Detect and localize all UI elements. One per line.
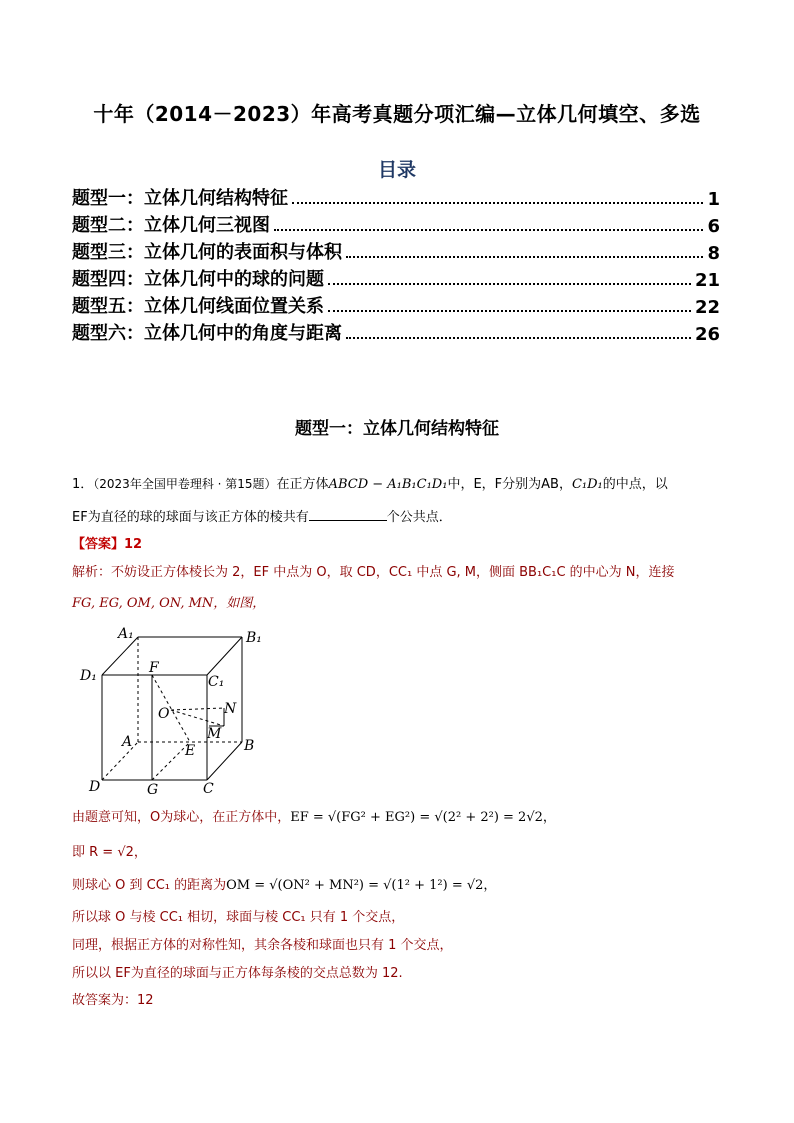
toc-heading: 目录: [377, 159, 416, 181]
toc-leader-dots: [328, 310, 691, 312]
problem-number: 1．: [72, 477, 94, 492]
answer-line: [72, 535, 142, 555]
solution-text: 则球心 O 到 CC₁ 的距离为: [72, 878, 227, 893]
solution-text: 故答案为：12: [72, 993, 154, 1008]
solution-line-2: [72, 594, 265, 614]
toc-entry[interactable]: [72, 184, 720, 210]
toc-leader-dots: [346, 337, 691, 339]
segment-ON: [171, 708, 224, 710]
problem-line-2: [72, 506, 452, 528]
solution-line-8: [72, 964, 403, 984]
problem-line-1: [72, 474, 668, 495]
segment-name: C₁D₁: [571, 477, 603, 492]
problem-text: EF为直径的球的球面与该正方体的棱共有: [72, 510, 309, 525]
solution-line-5: [72, 876, 496, 896]
label-B: B: [244, 738, 255, 754]
segment-OM: [171, 710, 224, 726]
section-title: 题型一：立体几何结构特征: [295, 419, 499, 439]
label-A: A: [122, 734, 133, 750]
label-C: C: [203, 781, 214, 797]
solution-line-9: [72, 991, 154, 1011]
label-B1: B₁: [246, 630, 262, 646]
answer-blank: [309, 506, 387, 521]
label-F: F: [149, 660, 159, 676]
solution-text: 同理，根据正方体的对称性知，其余各棱和球面也只有 1 个交点，: [72, 938, 453, 953]
answer-label: 【答案】: [72, 537, 125, 552]
solution-line-1: [72, 563, 675, 583]
toc-leader-dots: [274, 229, 703, 231]
document-title: 十年（2014－2023）年高考真题分项汇编—立体几何填空、多选: [93, 102, 701, 126]
solution-line-3: [72, 808, 556, 828]
toc-entry[interactable]: [72, 319, 720, 345]
label-D: D: [89, 779, 101, 795]
toc-entry-page: 8: [707, 243, 720, 264]
edge-CB: [207, 742, 242, 780]
problem-text: 中，E，F分别为AB，: [447, 477, 572, 492]
cube-figure: [72, 620, 272, 798]
label-G: G: [147, 782, 159, 798]
solution-line-4: [72, 843, 147, 863]
toc-entry-page: 22: [694, 297, 720, 318]
toc-entry-label: 题型四：立体几何中的球的问题: [72, 269, 324, 290]
toc-entry[interactable]: [72, 211, 720, 237]
solution-formula: OM = √(ON² + MN²) = √(1² + 1²) = √2，: [226, 878, 497, 893]
solution-text: FG, EG, OM, ON, MN，如图，: [72, 596, 266, 611]
toc-entry[interactable]: [72, 292, 720, 318]
solution-formula: EF = √(FG² + EG²) = √(2² + 2²) = 2√2，: [290, 810, 556, 825]
solution-line-7: [72, 936, 453, 956]
edge-DA: [102, 742, 138, 780]
problem-text: 个公共点．: [386, 510, 452, 525]
toc-entry[interactable]: [72, 265, 720, 291]
toc-leader-dots: [328, 283, 691, 285]
label-A1: A₁: [118, 626, 134, 642]
label-N: N: [224, 701, 237, 717]
edge-D1A1: [102, 637, 138, 675]
label-O: O: [158, 706, 170, 722]
toc-leader-dots: [292, 202, 703, 204]
toc-entry[interactable]: [72, 238, 720, 264]
toc-entry-label: 题型二：立体几何三视图: [72, 215, 270, 236]
solution-text: 解析：不妨设正方体棱长为 2，: [72, 565, 254, 580]
toc-entry-page: 6: [707, 216, 720, 237]
label-D1: D₁: [80, 668, 97, 684]
solution-text: 所以球 O 与棱 CC₁ 相切，球面与棱 CC₁ 只有 1 个交点，: [72, 910, 405, 925]
problem-text: 的中点，以: [602, 477, 668, 492]
toc-entry-page: 21: [694, 270, 720, 291]
edge-C1B1: [207, 637, 242, 675]
toc-entry-page: 1: [707, 189, 720, 210]
label-C1: C₁: [208, 674, 225, 690]
toc-leader-dots: [346, 256, 703, 258]
solution-line-6: [72, 908, 404, 928]
toc-entry-page: 26: [694, 324, 720, 345]
solution-text: EF 中点为 O，取 CD，CC₁ 中点 G, M，侧面 BB₁C₁C 的中心为 N，连接: [253, 565, 675, 580]
toc-entry-label: 题型五：立体几何线面位置关系: [72, 296, 324, 317]
solution-text: 由题意可知，O为球心，在正方体中，: [72, 810, 291, 825]
solution-text: 即 R = √2，: [72, 845, 147, 860]
solution-text: 所以以 EF为直径的球面与正方体每条棱的交点总数为 12.: [72, 966, 403, 981]
toc-entry-label: 题型六：立体几何中的角度与距离: [72, 323, 342, 344]
problem-source: （2023年全国甲卷理科 · 第15题）: [93, 477, 277, 491]
problem-text: 在正方体: [276, 477, 329, 492]
toc-entry-label: 题型三：立体几何的表面积与体积: [72, 242, 342, 263]
label-E: E: [185, 743, 196, 759]
label-M: M: [207, 726, 222, 742]
cube-name: ABCD − A₁B₁C₁D₁: [328, 477, 448, 492]
toc-entry-label: 题型一：立体几何结构特征: [72, 188, 288, 209]
answer-value: 12: [124, 537, 143, 552]
